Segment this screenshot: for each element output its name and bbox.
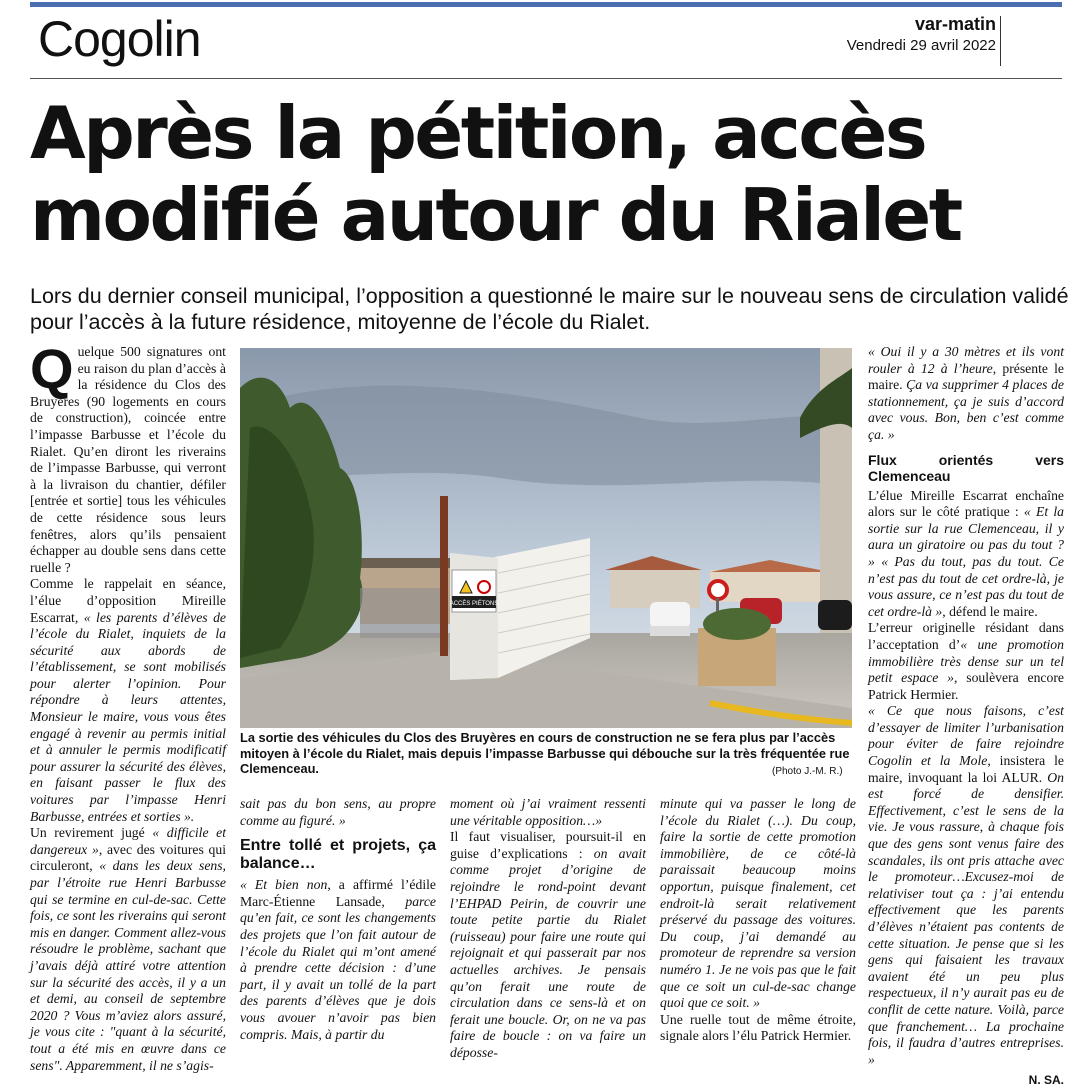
paragraph: « Et bien non, a affirmé l’édile Marc-Étienne Lansade, parce qu’en fait, ce sont les changements des projets que l’on fait autour de l’école du Rialet qui m’ont amené à prendre cette décision : d’une part, il y avait un tollé de la part des parents d’élèves que je dois vous avouer n’avoir pas bien compris. Mais, à partir du <box>240 877 436 1042</box>
paragraph: sait pas du bon sens, au propre comme au figuré. » <box>240 796 436 828</box>
subheading: Flux orientés vers Clemenceau <box>868 451 1064 484</box>
paragraph: Comme le rappelait en séance, l’élue d’opposition Mireille Escarrat, « les parents d’élèves de l’école du Rialet, inquiets de la sécurité aux abords de l’établissement, se sont mobilisés pour alerter l’opinion. Pour répondre à leurs attentes, Monsieur le maire, vous vous êtes engagé à revenir au permis initial et à annuler le permis modificatif pour assurer la sécurité des élèves, en faisant passer le flux des voitures par l’impasse Henri Barbusse, entrées et sorties ». <box>30 576 226 824</box>
column-1 <box>30 337 227 1074</box>
photo-sign-text: ACCÈS PIÉTONS <box>449 601 499 607</box>
header-rule <box>30 78 1062 79</box>
issue-date: Vendredi 29 avril 2022 <box>846 37 996 54</box>
paragraph: « Ce que nous faisons, c’est d’essayer de limiter l’urbanisation pour éviter de faire rejoindre Cogolin et la Mole, insistera le maire, invoquant la loi ALUR. On est forcé de densifier. Effectivement, c’est le sens de la vie. Je vous rassure, à chaque fois que des gens sont venus faire des scandales, ils ont pris attache avec le promoteur…Excusez-moi de relativiser tout ça : j’ai entendu effectivement que les parents d’élèves n’étaient pas contents de cette situation. Je pense que si les gens qui faisaient les travaux avaient été un peu plus respectueux, il n’y aurait pas eu de conflit de cette nature. Voilà, parce que franchement… La prochaine fois, il faudra d’autres entreprises. » <box>868 703 1064 1067</box>
column-4 <box>660 796 856 1045</box>
paper-name: var-matin <box>914 14 996 34</box>
masthead-divider <box>1000 16 1001 66</box>
paragraph: L’élue Mireille Escarrat enchaîne alors sur le côté pratique : « Et la sortie sur la rue Clemenceau, il y aura un giratoire ou pas du tout ? » « Pas du tout, pas du tout. Ce n’est pas du tout de cet ordre-là, je vous assure, ce n’est pas du tout de cet ordre-là », défend le maire. <box>868 487 1064 619</box>
paragraph: Il faut visualiser, poursuit-il en guise d’explications : on avait comme projet d’origine de rejoindre le rond-point devant l’EHPAD Peirin, de couvrir une toute petite partie du Rialet (ruisseau) pour faire une route qui rejoignait et qui passerait par nos actuelles archives. Je pensais qu’on ferait une route de circulation dans ce sens-là et on ferait une boucle. Or, on ne va pas faire de boucle : on va faire un déposse- <box>450 829 646 1060</box>
subheading: Entre tollé et projets, ça balance… <box>240 837 436 873</box>
paragraph: Une ruelle tout de même étroite, signale alors l’élu Patrick Hermier. <box>660 1011 856 1044</box>
photo-credit: (Photo J.-M. R.) <box>772 766 843 777</box>
column-5 <box>868 344 1064 1089</box>
photo-caption: La sortie des véhicules du Clos des Bruyères en cours de construction ne se fera plus par l’accès mitoyen à l’école du Rialet, mais depuis l’impasse Barbusse qui débouche sur la très fréquentée rue Clemenceau. <box>240 730 850 776</box>
paragraph: « Oui il y a 30 mètres et ils vont rouler à 12 à l’heure, présente le maire. Ça va supprimer 4 places de stationnement, ça je suis d’accord avec vous. Bon, ben c’est comme ça. » <box>868 344 1064 442</box>
masthead <box>847 14 996 54</box>
author-signature: N. SA. <box>1028 1073 1064 1088</box>
article-photo <box>240 348 852 728</box>
paragraph: minute qui va passer le long de l’école du Rialet (…). Du coup, faire la sortie de cette promotion immobilière, de ce côté-là paraissait beaucoup moins opportun, puisque finalement, cet endroit-là serait relativement préservé du passage des voitures. Du coup, j’ai demandé au promoteur de reprendre sa version numéro 1. Je ne vois pas que le fait que ce soit un cul-de-sac change quoi que ce soit. » <box>660 796 856 1011</box>
section-title: Cogolin <box>38 11 201 67</box>
paragraph: Quelque 500 signatures ont eu raison du plan d’accès à la résidence du Clos des Bruyères (90 logements en cours de construction), coincée entre l’impasse Barbusse et l’école du Rialet. Qu’en diront les riverains de l’impasse Barbusse, qui verront à la livraison du chantier, défiler [entrée et sortie] tous les véhicules de cette résidence sous leurs fenêtres, alors qu’ils pensaient échapper au double sens dans cette ruelle ? <box>30 337 226 575</box>
drop-cap: Q <box>30 337 74 400</box>
headline: Après la pétition, accès modifié autour du Rialet <box>30 91 961 257</box>
paragraph: L’erreur originelle résidant dans l’acceptation d’« une promotion immobilière très dense sur un tel petit espace », soulèvera encore Patrick Hermier. <box>868 620 1064 702</box>
column-3 <box>450 796 646 1062</box>
paragraph: Un revirement jugé « difficile et dangereux », avec des voitures qui circuleront, « dans les deux sens, par l’étroite rue Henri Barbusse qui se termine en cul-de-sac. Cette fois, ce sont les riverains qui seront mis en danger. Comment allez-vous résoudre le problème, sachant que j’avais déjà attiré votre attention sur la sécurité des accès, il y a un et demi, au conseil de septembre 2020 ? Vous m’aviez alors assuré, je vous cite : "quant à la sécurité, tout a été mis en œuvre dans ce sens". Apparemment, il ne s’agis- <box>30 825 227 1073</box>
top-color-bar <box>30 2 1062 7</box>
paragraph: moment où j’ai vraiment ressenti une véritable opposition…» <box>450 796 646 828</box>
column-2 <box>240 796 436 1043</box>
standfirst: Lors du dernier conseil municipal, l’opposition a questionné le maire sur le nouveau sens de circulation validé pour l’accès à la future résidence, mitoyenne de l’école du Rialet. <box>30 284 1069 334</box>
